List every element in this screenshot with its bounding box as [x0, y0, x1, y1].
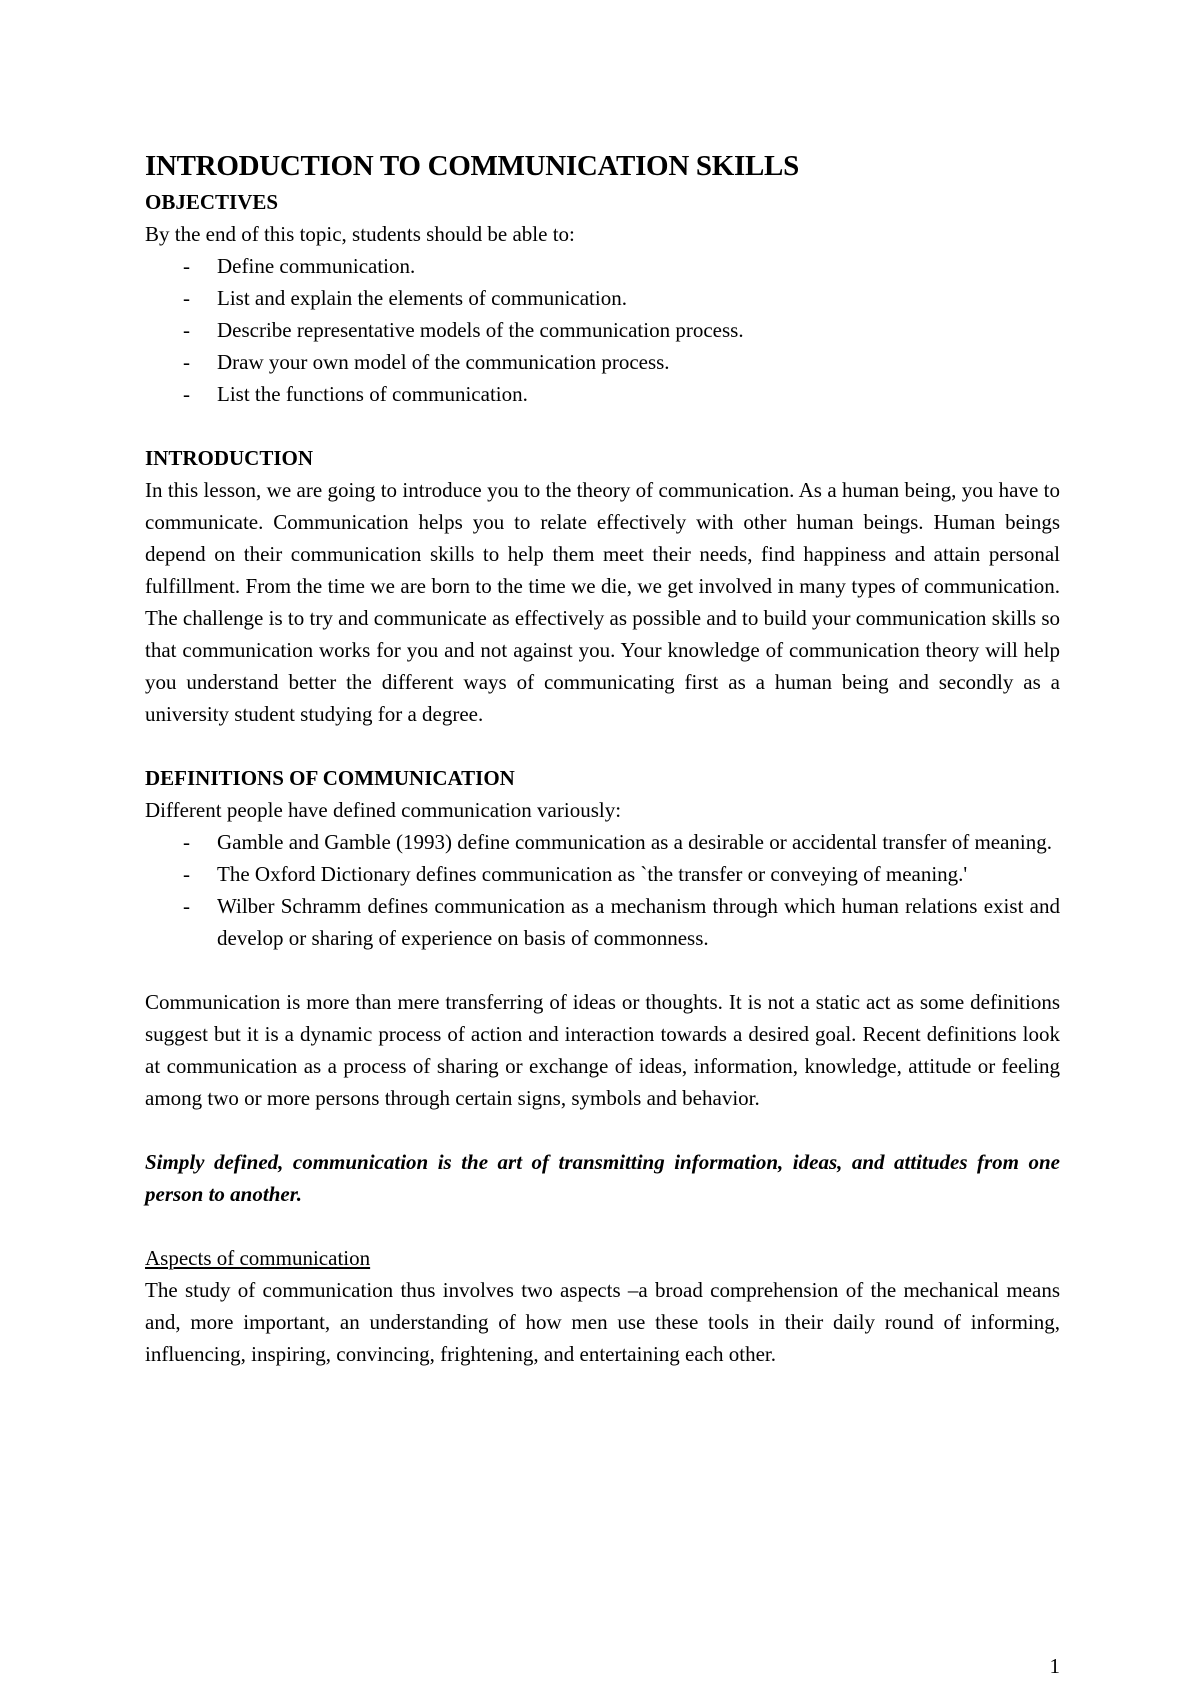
list-item: [145, 378, 1060, 410]
definition-emphasis: Simply defined, communication is the art of transmitting information, ideas, and attitudes from one person to another.: [145, 1150, 1060, 1206]
objectives-heading: OBJECTIVES: [145, 190, 279, 214]
list-item: [145, 826, 1060, 858]
introduction-paragraph: In this lesson, we are going to introduce you to the theory of communication. As a human being, you have to communicate. Communication helps you to relate effectively with other human beings. Human beings depend on their communication skills to help them meet their needs, find happiness and attain personal fulfillment. From the time we are born to the time we die, we get involved in many types of communication. The challenge is to try and communicate as effectively as possible and to build your communication skills so that communication works for you and not against you. Your knowledge of communication theory will help you understand better the different ways of communicating first as a human being and secondly as a university student studying for a degree.: [145, 478, 1060, 726]
list-item: [145, 314, 1060, 346]
spacer: [145, 730, 1060, 762]
dash-marker: -: [183, 862, 190, 886]
dash-marker: -: [183, 286, 190, 310]
dash-marker: -: [183, 382, 190, 406]
objectives-list: [145, 250, 1060, 410]
list-item-text: Wilber Schramm defines communication as a mechanism through which human relations exist and develop or sharing of experience on basis of commonness.: [217, 894, 1060, 950]
document-page: [145, 146, 1060, 1370]
dash-marker: -: [183, 894, 190, 918]
definitions-paragraph: Communication is more than mere transferring of ideas or thoughts. It is not a static act as some definitions suggest but it is a dynamic process of action and interaction towards a desired goal. Recent definitions look at communication as a process of sharing or exchange of ideas, information, knowledge, attitude or feeling among two or more persons through certain signs, symbols and behavior.: [145, 990, 1060, 1110]
list-item-text: Describe representative models of the communication process.: [217, 318, 744, 342]
definitions-intro: Different people have defined communication variously:: [145, 798, 622, 822]
list-item-text: Gamble and Gamble (1993) define communication as a desirable or accidental transfer of meaning.: [217, 830, 1053, 854]
list-item: [145, 890, 1060, 954]
spacer: [145, 1210, 1060, 1242]
list-item: [145, 250, 1060, 282]
list-item-text: List the functions of communication.: [217, 382, 528, 406]
page-number: 1: [1049, 1654, 1060, 1678]
list-item: [145, 346, 1060, 378]
list-item: [145, 282, 1060, 314]
dash-marker: -: [183, 254, 190, 278]
list-item-text: The Oxford Dictionary defines communication as `the transfer or conveying of meaning.': [217, 862, 968, 886]
definitions-heading: DEFINITIONS OF COMMUNICATION: [145, 766, 515, 790]
list-item-text: Draw your own model of the communication process.: [217, 350, 670, 374]
list-item: [145, 858, 1060, 890]
aspects-heading: Aspects of communication: [145, 1246, 371, 1270]
spacer: [145, 954, 1060, 986]
definitions-list: [145, 826, 1060, 954]
dash-marker: -: [183, 318, 190, 342]
dash-marker: -: [183, 350, 190, 374]
dash-marker: -: [183, 830, 190, 854]
spacer: [145, 1114, 1060, 1146]
objectives-intro: By the end of this topic, students should be able to:: [145, 222, 575, 246]
list-item-text: List and explain the elements of communication.: [217, 286, 627, 310]
aspects-paragraph: The study of communication thus involves two aspects –a broad comprehension of the mechanical means and, more important, an understanding of how men use these tools in their daily round of informing, influencing, inspiring, convincing, frightening, and entertaining each other.: [145, 1278, 1060, 1366]
introduction-heading: INTRODUCTION: [145, 446, 314, 470]
spacer: [145, 410, 1060, 442]
list-item-text: Define communication.: [217, 254, 416, 278]
page-title: INTRODUCTION TO COMMUNICATION SKILLS: [145, 150, 799, 182]
